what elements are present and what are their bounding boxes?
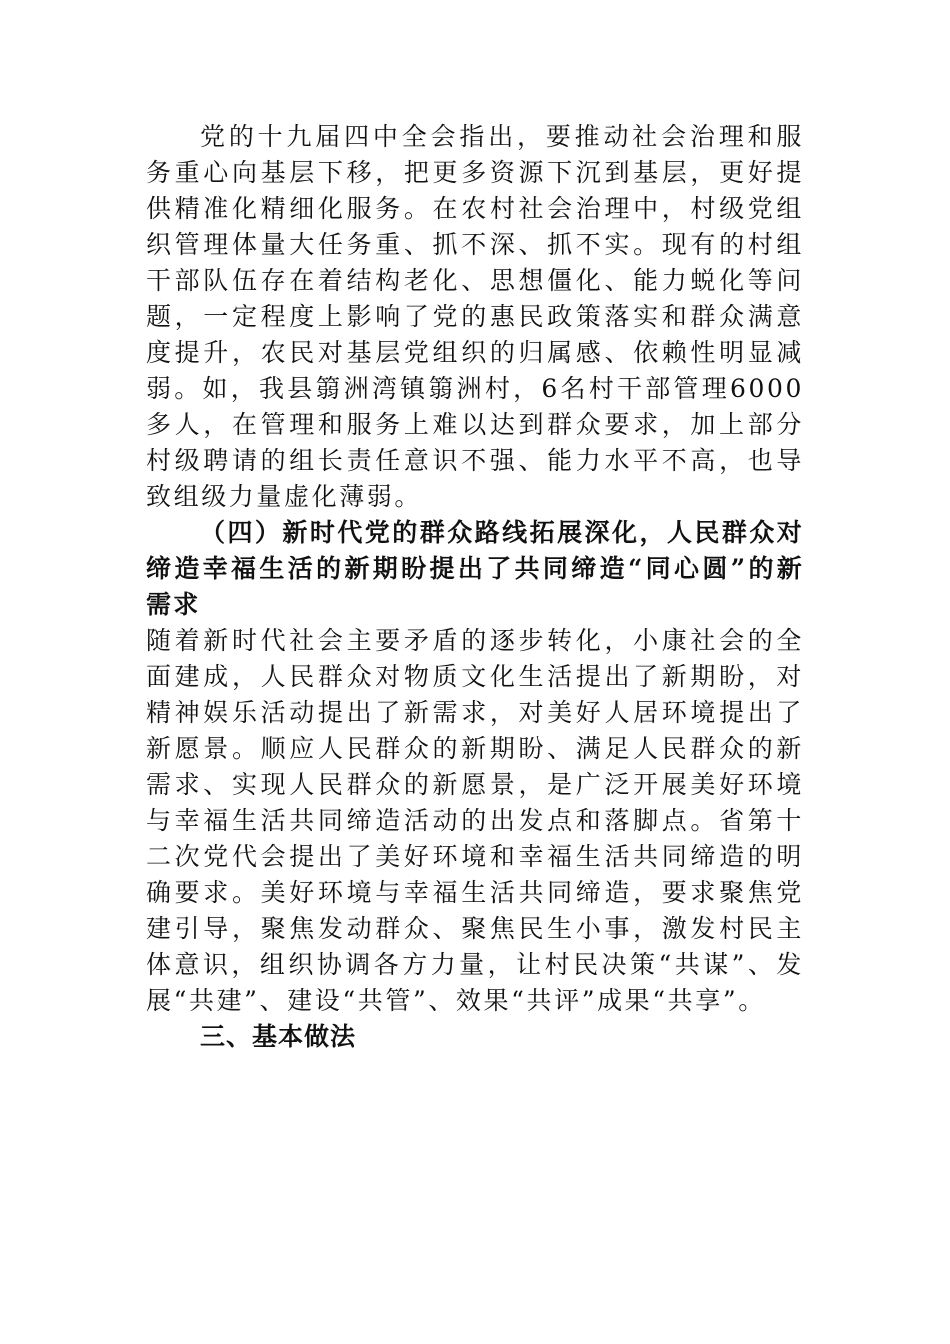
document-body [146,119,804,1055]
section-heading-4: （四）新时代党的群众路线拓展深化，人民群众对缔造幸福生活的新期盼提出了共同缔造“同心圆”的新需求 [146,518,804,619]
section-heading-3: 三、基本做法 [200,1022,357,1051]
body-paragraph: 党的十九届四中全会指出，要推动社会治理和服务重心向基层下移，把更多资源下沉到基层，更好提供精准化精细化服务。在农村社会治理中，村级党组织管理体量大任务重、抓不深、抓不实。现有的村组干部队伍存在着结构老化、思想僵化、能力蜕化等问题，一定程度上影响了党的惠民政策落实和群众满意度提升，农民对基层党组织的归属感、依赖性明显减弱。如，我县篛洲湾镇篛洲村，6名村干部管理6000多人，在管理和服务上难以达到群众要求，加上部分村级聘请的组长责任意识不强、能力水平不高，也导致组级力量虚化薄弱。 [146,122,804,511]
body-paragraph: 随着新时代社会主要矛盾的逐步转化，小康社会的全面建成，人民群众对物质文化生活提出了新期盼，对精神娱乐活动提出了新需求，对美好人居环境提出了新愿景。顺应人民群众的新期盼、满足人民群众的新需求、实现人民群众的新愿景，是广泛开展美好环境与幸福生活共同缔造活动的出发点和落脚点。省第十二次党代会提出了美好环境和幸福生活共同缔造的明确要求。美好环境与幸福生活共同缔造，要求聚焦党建引导，聚焦发动群众、聚焦民生小事，激发村民主体意识，组织协调各方力量，让村民决策“共谋”、发展“共建”、建设“共管”、效果“共评”成果“共享”。 [146,626,804,1015]
